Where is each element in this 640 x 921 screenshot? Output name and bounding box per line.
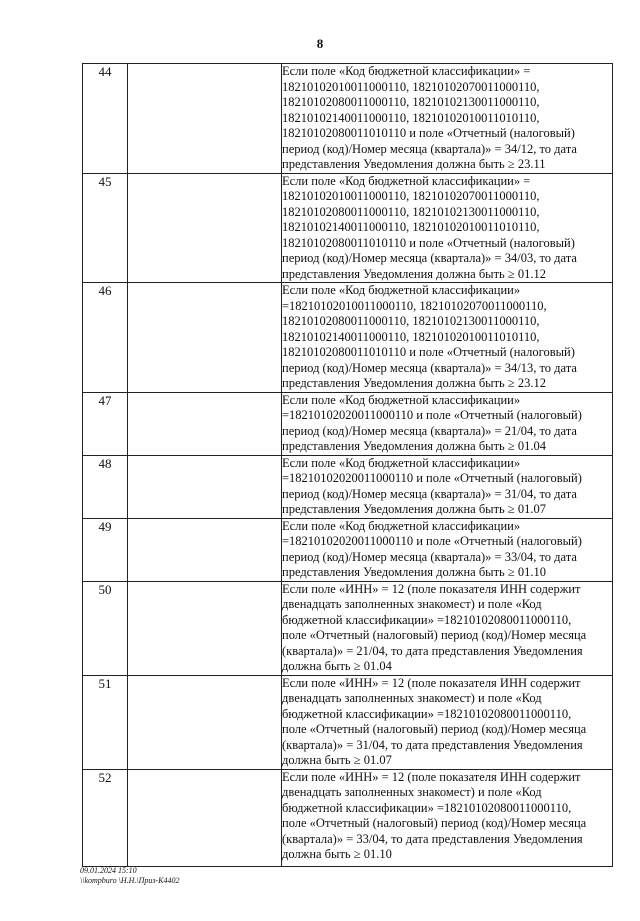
file-path: \\kompburo \Н.Н.\Приз-К4402	[80, 876, 180, 885]
rule-text: Если поле «Код бюджетной классификации» = 18210102010011000110, 18210102070011000110, 18210102080011000110, 18210102130011000110, 18210102140011000110, 18210102010011010110, 18210102080011010110 и поле «Отчетный (налоговый) период (код)/Номер месяца (квартала)» = 34/03, то дата представления Уведомления должна быть ≥ 01.12	[282, 173, 613, 283]
rule-text: Если поле «Код бюджетной классификации» =18210102010011000110, 18210102070011000110, 18210102080011000110, 18210102130011000110, 18210102140011000110, 18210102010011010110, 18210102080011010110 и поле «Отчетный (налоговый) период (код)/Номер месяца (квартала)» = 34/13, то дата представления Уведомления должна быть ≥ 23.12	[282, 283, 613, 393]
table-row	[83, 283, 613, 393]
rule-text: Если поле «Код бюджетной классификации» =18210102020011000110 и поле «Отчетный (налоговый) период (код)/Номер месяца (квартала)» = 33/04, то дата представления Уведомления должна быть ≥ 01.10	[282, 518, 613, 581]
row-number: 47	[83, 392, 128, 455]
empty-cell	[128, 64, 282, 174]
table-row	[83, 455, 613, 518]
page-number: 8	[316, 36, 324, 51]
empty-cell	[128, 173, 282, 283]
empty-cell	[128, 455, 282, 518]
empty-cell	[128, 769, 282, 866]
empty-cell	[128, 675, 282, 769]
table-row	[83, 769, 613, 866]
print-timestamp: 09.01.2024 15:10	[80, 866, 137, 875]
table-row	[83, 392, 613, 455]
rule-text: Если поле «Код бюджетной классификации» =18210102020011000110 и поле «Отчетный (налоговый) период (код)/Номер месяца (квартала)» = 21/04, то дата представления Уведомления должна быть ≥ 01.04	[282, 392, 613, 455]
validation-rules-table	[82, 63, 613, 867]
document-footer	[80, 866, 179, 886]
row-number: 52	[83, 769, 128, 866]
row-number: 50	[83, 581, 128, 675]
row-number: 51	[83, 675, 128, 769]
table-row	[83, 581, 613, 675]
row-number: 48	[83, 455, 128, 518]
rule-text: Если поле «Код бюджетной классификации» =18210102020011000110 и поле «Отчетный (налоговый) период (код)/Номер месяца (квартала)» = 31/04, то дата представления Уведомления должна быть ≥ 01.07	[282, 455, 613, 518]
row-number: 45	[83, 173, 128, 283]
rule-text: Если поле «ИНН» = 12 (поле показателя ИНН содержит двенадцать заполненных знакомест) и поле «Код бюджетной классификации» =18210102080011000110, поле «Отчетный (налоговый) период (код)/Номер месяца (квартала)» = 31/04, то дата представления Уведомления должна быть ≥ 01.07	[282, 675, 613, 769]
empty-cell	[128, 283, 282, 393]
rule-text: Если поле «ИНН» = 12 (поле показателя ИНН содержит двенадцать заполненных знакомест) и поле «Код бюджетной классификации» =18210102080011000110, поле «Отчетный (налоговый) период (код)/Номер месяца (квартала)» = 21/04, то дата представления Уведомления должна быть ≥ 01.04	[282, 581, 613, 675]
empty-cell	[128, 392, 282, 455]
empty-cell	[128, 581, 282, 675]
row-number: 44	[83, 64, 128, 174]
rule-text: Если поле «ИНН» = 12 (поле показателя ИНН содержит двенадцать заполненных знакомест) и поле «Код бюджетной классификации» =18210102080011000110, поле «Отчетный (налоговый) период (код)/Номер месяца (квартала)» = 33/04, то дата представления Уведомления должна быть ≥ 01.10	[282, 769, 613, 866]
rule-text: Если поле «Код бюджетной классификации» = 18210102010011000110, 18210102070011000110, 18210102080011000110, 18210102130011000110, 18210102140011000110, 18210102010011010110, 18210102080011010110 и поле «Отчетный (налоговый) период (код)/Номер месяца (квартала)» = 34/12, то дата представления Уведомления должна быть ≥ 23.11	[282, 64, 613, 174]
row-number: 46	[83, 283, 128, 393]
table-row	[83, 518, 613, 581]
empty-cell	[128, 518, 282, 581]
table-row	[83, 675, 613, 769]
table-row	[83, 64, 613, 174]
table-row	[83, 173, 613, 283]
row-number: 49	[83, 518, 128, 581]
